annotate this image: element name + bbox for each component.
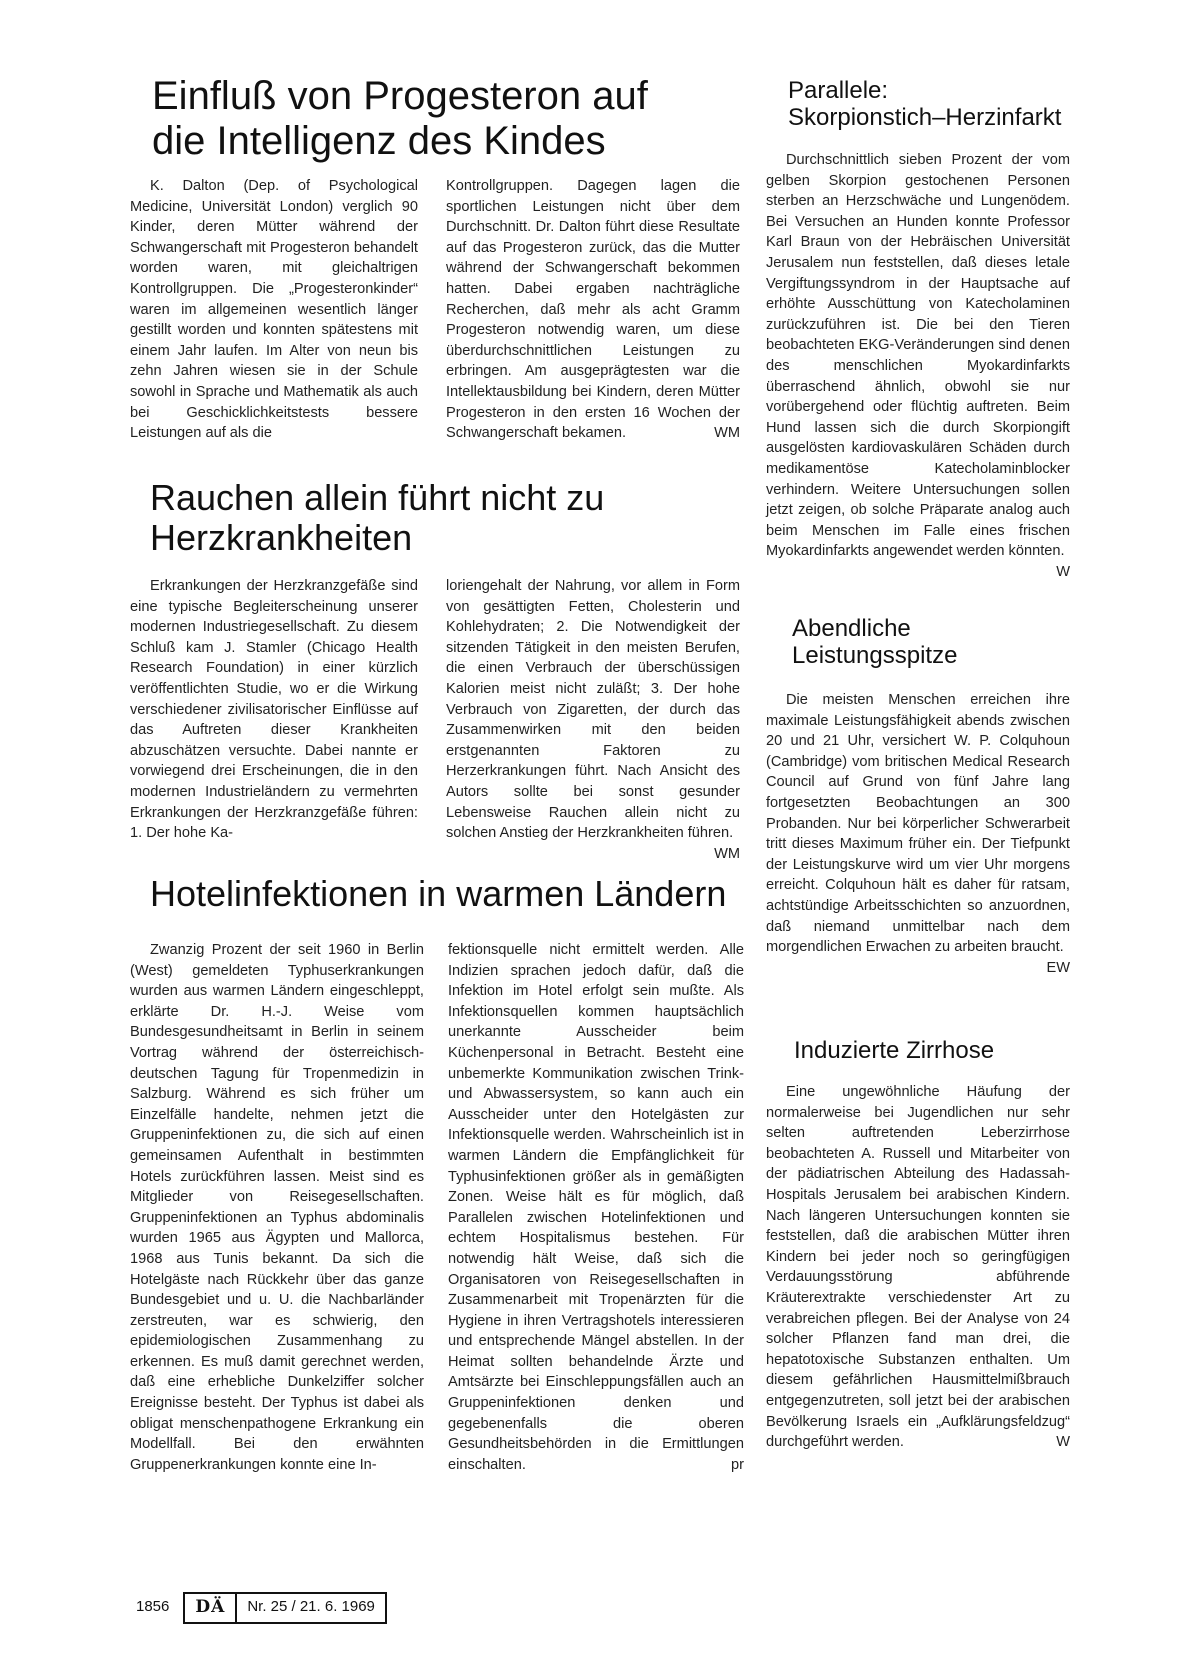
author-signature: W [1056,1434,1070,1451]
article-text-progesteron-col2-wrap [446,176,740,444]
sidebar-text-zirrhose-wrap [766,1082,1070,1453]
page-number: 1856 [136,1598,170,1615]
issue-label: Nr. 25 / 21. 6. 1969 [247,1598,375,1615]
sidebar-text-leistung [766,690,1070,976]
journal-box [183,1592,387,1624]
sidebar-title-leistung-line2: Leistungsspitze [792,641,958,669]
sidebar-title-skorpion [788,78,1078,132]
article-text-hotel-col1: Zwanzig Prozent der seit 1960 in Berlin (West) gemeldeten Typhuserkrankungen wurden aus warmen Ländern eingeschleppt, erklärte Dr. H.-J. Weise vom Bundesgesundheitsamt in Berlin in seinem Vortrag während der österreichisch-deutschen Tagung für Tropenmedizin in Salzburg. Während es sich früher um Einzelfälle handelte, nehmen jetzt die Gruppeninfektionen zu, die sich auf einen gemeinsamen Aufenthalt in bestimmten Hotels zurückführen lassen. Meist sind es Mitglieder von Reisegesellschaften. Gruppeninfektionen an Typhus abdominalis wurden 1965 aus Ägypten und Mallorca, 1968 aus Tunis bekannt. Da sich die Hotelgäste nach Rückkehr über das ganze Bundesgebiet und u. U. die Nachbarländer zerstreuten, war es schwierig, den epidemiologischen Zusammenhang zu erkennen. Es muß damit gerechnet werden, daß eine erhebliche Dunkelziffer solcher Ereignisse besteht. Der Typhus ist dabei als obligat menschenpathogene Erkrankung ein Modellfall. Bei den erwähnten Gruppenerkrankungen konnte eine In- [130,942,424,1473]
article-text-progesteron-col2 [446,176,740,444]
article-text-hotel-col2 [448,940,744,1475]
article-text-hotel-col2-body: fektionsquelle nicht ermittelt werden. Alle Indizien sprachen jedoch dafür, daß die Infektion im Hotel erfolgt sein mußte. Als Infektionsquellen kommen hauptsächlich unerkannte Ausscheider beim Küchenpersonal in Betracht. Besteht eine unbemerkte Kommunikation zwischen Trink- und Abwassersystem, so kann auch ein Ausscheider unter den Hotelgästen zur Infektionsquelle werden. Wahrscheinlich ist in warmen Ländern die Empfänglichkeit für Typhusinfektionen größer als in gemäßigten Zonen. Weise hält es für möglich, daß Parallelen zwischen Hotelinfektionen und echtem Hospitalismus bestehen. Für notwendig hält Weise, daß sich die Organisatoren von Reisegesellschaften in Zusammenarbeit mit Tropenärzten für die Hygiene in ihren Vertragshotels interessieren und entsprechende Mängel abstellen. In der Heimat sollten behandelnde Ärzte und Amtsärzte bei Einschleppungsfällen auch an Gruppeninfektionen denken und gegebenenfalls die oberen Gesundheitsbehörden in die Ermittlungen einschalten. [448,942,744,1473]
sidebar-title-leistung-line1: Abendliche [792,615,911,642]
article-title-rauchen: Rauchen allein führt nicht zu Herzkrankheiten [150,477,605,559]
article-text-progesteron-col2-body: Kontrollgruppen. Dagegen lagen die sportlichen Leistungen nicht über dem Durchschnitt. Dr. Dalton führt diese Resultate auf das Progesteron zurück, das die Mutter während der Schwangerschaft bekommen hatten. Dabei ergaben nachträgliche Recherchen, daß mehr als acht Gramm Progesteron notwendig waren, um diese überdurchschnittlichen Leistungen zu erbringen. Am ausgeprägtesten war die Intellektausbildung bei Kindern, deren Mütter Progesteron in den ersten 16 Wochen der Schwangerschaft bekamen. [446,178,740,442]
article-title-progesteron: Einfluß von Progesteron auf die Intelligenz des Kindes [152,74,648,163]
article-text-hotel-col2-wrap [448,940,744,1475]
author-signature: EW [1046,959,1070,976]
sidebar-text-leistung-body: Die meisten Menschen erreichen ihre maximale Leistungsfähigkeit abends zwischen 20 und 21 Uhr, versichert W. P. Colquhoun (Cambridge) vom britischen Medical Research Council auf Grund von fünf Jahre lang fortgesetzten Beobachtungen an 300 Probanden. Nur bei körperlicher Schwerarbeit tritt dieses Maximum früher ein. Der Tiefpunkt der Leistungskurve wird um vier Uhr morgens erreicht. Colquhoun hält es daher für ratsam, achtstündige Arbeitsschichten so anzuordnen, daß niemand unmittelbar nach dem morgendlichen Erwachen zu arbeiten braucht. [766,692,1070,956]
article-title-hotel: Hotelinfektionen in warmen Ländern [150,873,727,914]
sidebar-text-skorpion-wrap [766,150,1070,582]
sidebar-title-skorpion-line1: Parallele: [788,77,889,104]
author-signature: W [1056,563,1070,580]
article-text-rauchen-col1: Erkrankungen der Herzkranzgefäße sind eine typische Begleiterscheinung unserer modernen Industriegesellschaft. Zu diesem Schluß kam J. Stamler (Chicago Health Research Foundation) in einer kürzlich veröffentlichten Studie, wo er die Wirkung verschiedener zivilisatorischer Einflüsse auf das Auftreten dieser Krankheiten abzuschätzen versuchte. Dabei nannte er vorwiegend drei Erscheinungen, die in den modernen Industrieländern zu vermehrten Erkrankungen der Herzkranzgefäße führen: 1. Der hohe Ka- [130,578,418,842]
sidebar-text-skorpion-body: Durchschnittlich sieben Prozent der vom gelben Skorpion gestochenen Personen sterben an Herzschwäche und Lungenödem. Bei Versuchen an Hunden konnte Professor Karl Braun von der Hebräischen Universität Jerusalem nun feststellen, daß dieses letale Vergiftungssyndrom in der Hauptsache auf erhöhte Ausschüttung von Katecholaminen zurückzuführen ist. Die bei den Tieren beobachteten EKG-Veränderungen sind denen des menschlichen Myokardinfarkts überraschend ähnlich, obwohl sie nur vorübergehend oder flüchtig auftreten. Beim Hund lassen sich die durch Skorpiongift ausgelösten kardiovaskulären Schäden durch medikamentöse Katecholaminblocker verhindern. Weitere Untersuchungen sollen jetzt zeigen, ob solche Präparate analog auch beim Menschen im Falle eines frischen Myokardinfarkts angewendet werden könnten. [766,152,1070,560]
author-signature: WM [714,845,740,862]
article-text-rauchen-col2-body: loriengehalt der Nahrung, vor allem in Form von gesättigten Fetten, Cholesterin und Kohlehydraten; 2. Die Notwendigkeit der sitzenden Tätigkeit in den meisten Berufen, die einen Verbrauch der überschüssigen Kalorien meist nicht zuläßt; 3. Der hohe Verbrauch von Zigaretten, der durch das Zusammenwirken mit den beiden erstgenannten Faktoren zu Herzerkrankungen führt. Nach Ansicht des Autors sollte bei sonst gesunder Lebensweise Rauchen allein nicht zu solchen Anstieg der Herzkrankheiten führen. [446,578,740,842]
sidebar-title-leistung [792,616,1052,670]
sidebar-text-skorpion [766,150,1070,580]
journal-logo: DÄ [185,1594,237,1622]
article-text-progesteron-col1: K. Dalton (Dep. of Psychological Medicine, Universität London) verglich 90 Kinder, deren Mütter während der Schwangerschaft mit Progesteron behandelt worden waren, mit gleichaltrigen Kontrollgruppen. Die „Progesteronkinder“ waren im allgemeinen wesentlich länger gestillt worden und konnten spätestens mit einem Jahr laufen. Im Alter von neun bis zehn Jahren wiesen sie in der Schule sowohl in Sprache und Mathematik als auch bei Geschicklichkeitstests bessere Leistungen auf als die [130,178,418,442]
article-text-rauchen-col2 [446,576,740,862]
sidebar-text-leistung-wrap [766,690,1070,978]
sidebar-text-zirrhose [766,1082,1070,1453]
author-signature: WM [714,425,740,442]
sidebar-title-zirrhose: Induzierte Zirrhose [794,1037,995,1064]
sidebar-text-zirrhose-body: Eine ungewöhnliche Häufung der normalerweise bei Jugendlichen nur sehr selten auftretenden Leberzirrhose beobachteten A. Russell und Mitarbeiter von der pädiatrischen Abteilung des Hadassah-Hospitals Jerusalem bei arabischen Kindern. Nach längeren Untersuchungen konnten sie feststellen, daß die arabischen Mütter ihren Kindern bei jeder noch so geringfügigen Verdauungsstörung abführende Kräuterextrakte verschiedenster Art zu verabreichen pflegen. Bei der Analyse von 24 solcher Pflanzen fand man drei, die hepatotoxische Substanzen enthalten. Um diesem gefährlichen Hausmittelmißbrauch entgegenzutreten, soll jetzt bei der arabischen Bevölkerung Israels ein „Aufklärungsfeldzug“ durchgeführt werden. [766,1084,1070,1451]
page-footer [136,1592,387,1624]
sidebar-title-skorpion-line2: Skorpionstich–Herzinfarkt [788,103,1062,131]
article-text-rauchen-col2-wrap [446,576,740,864]
author-signature: pr [731,1456,744,1473]
